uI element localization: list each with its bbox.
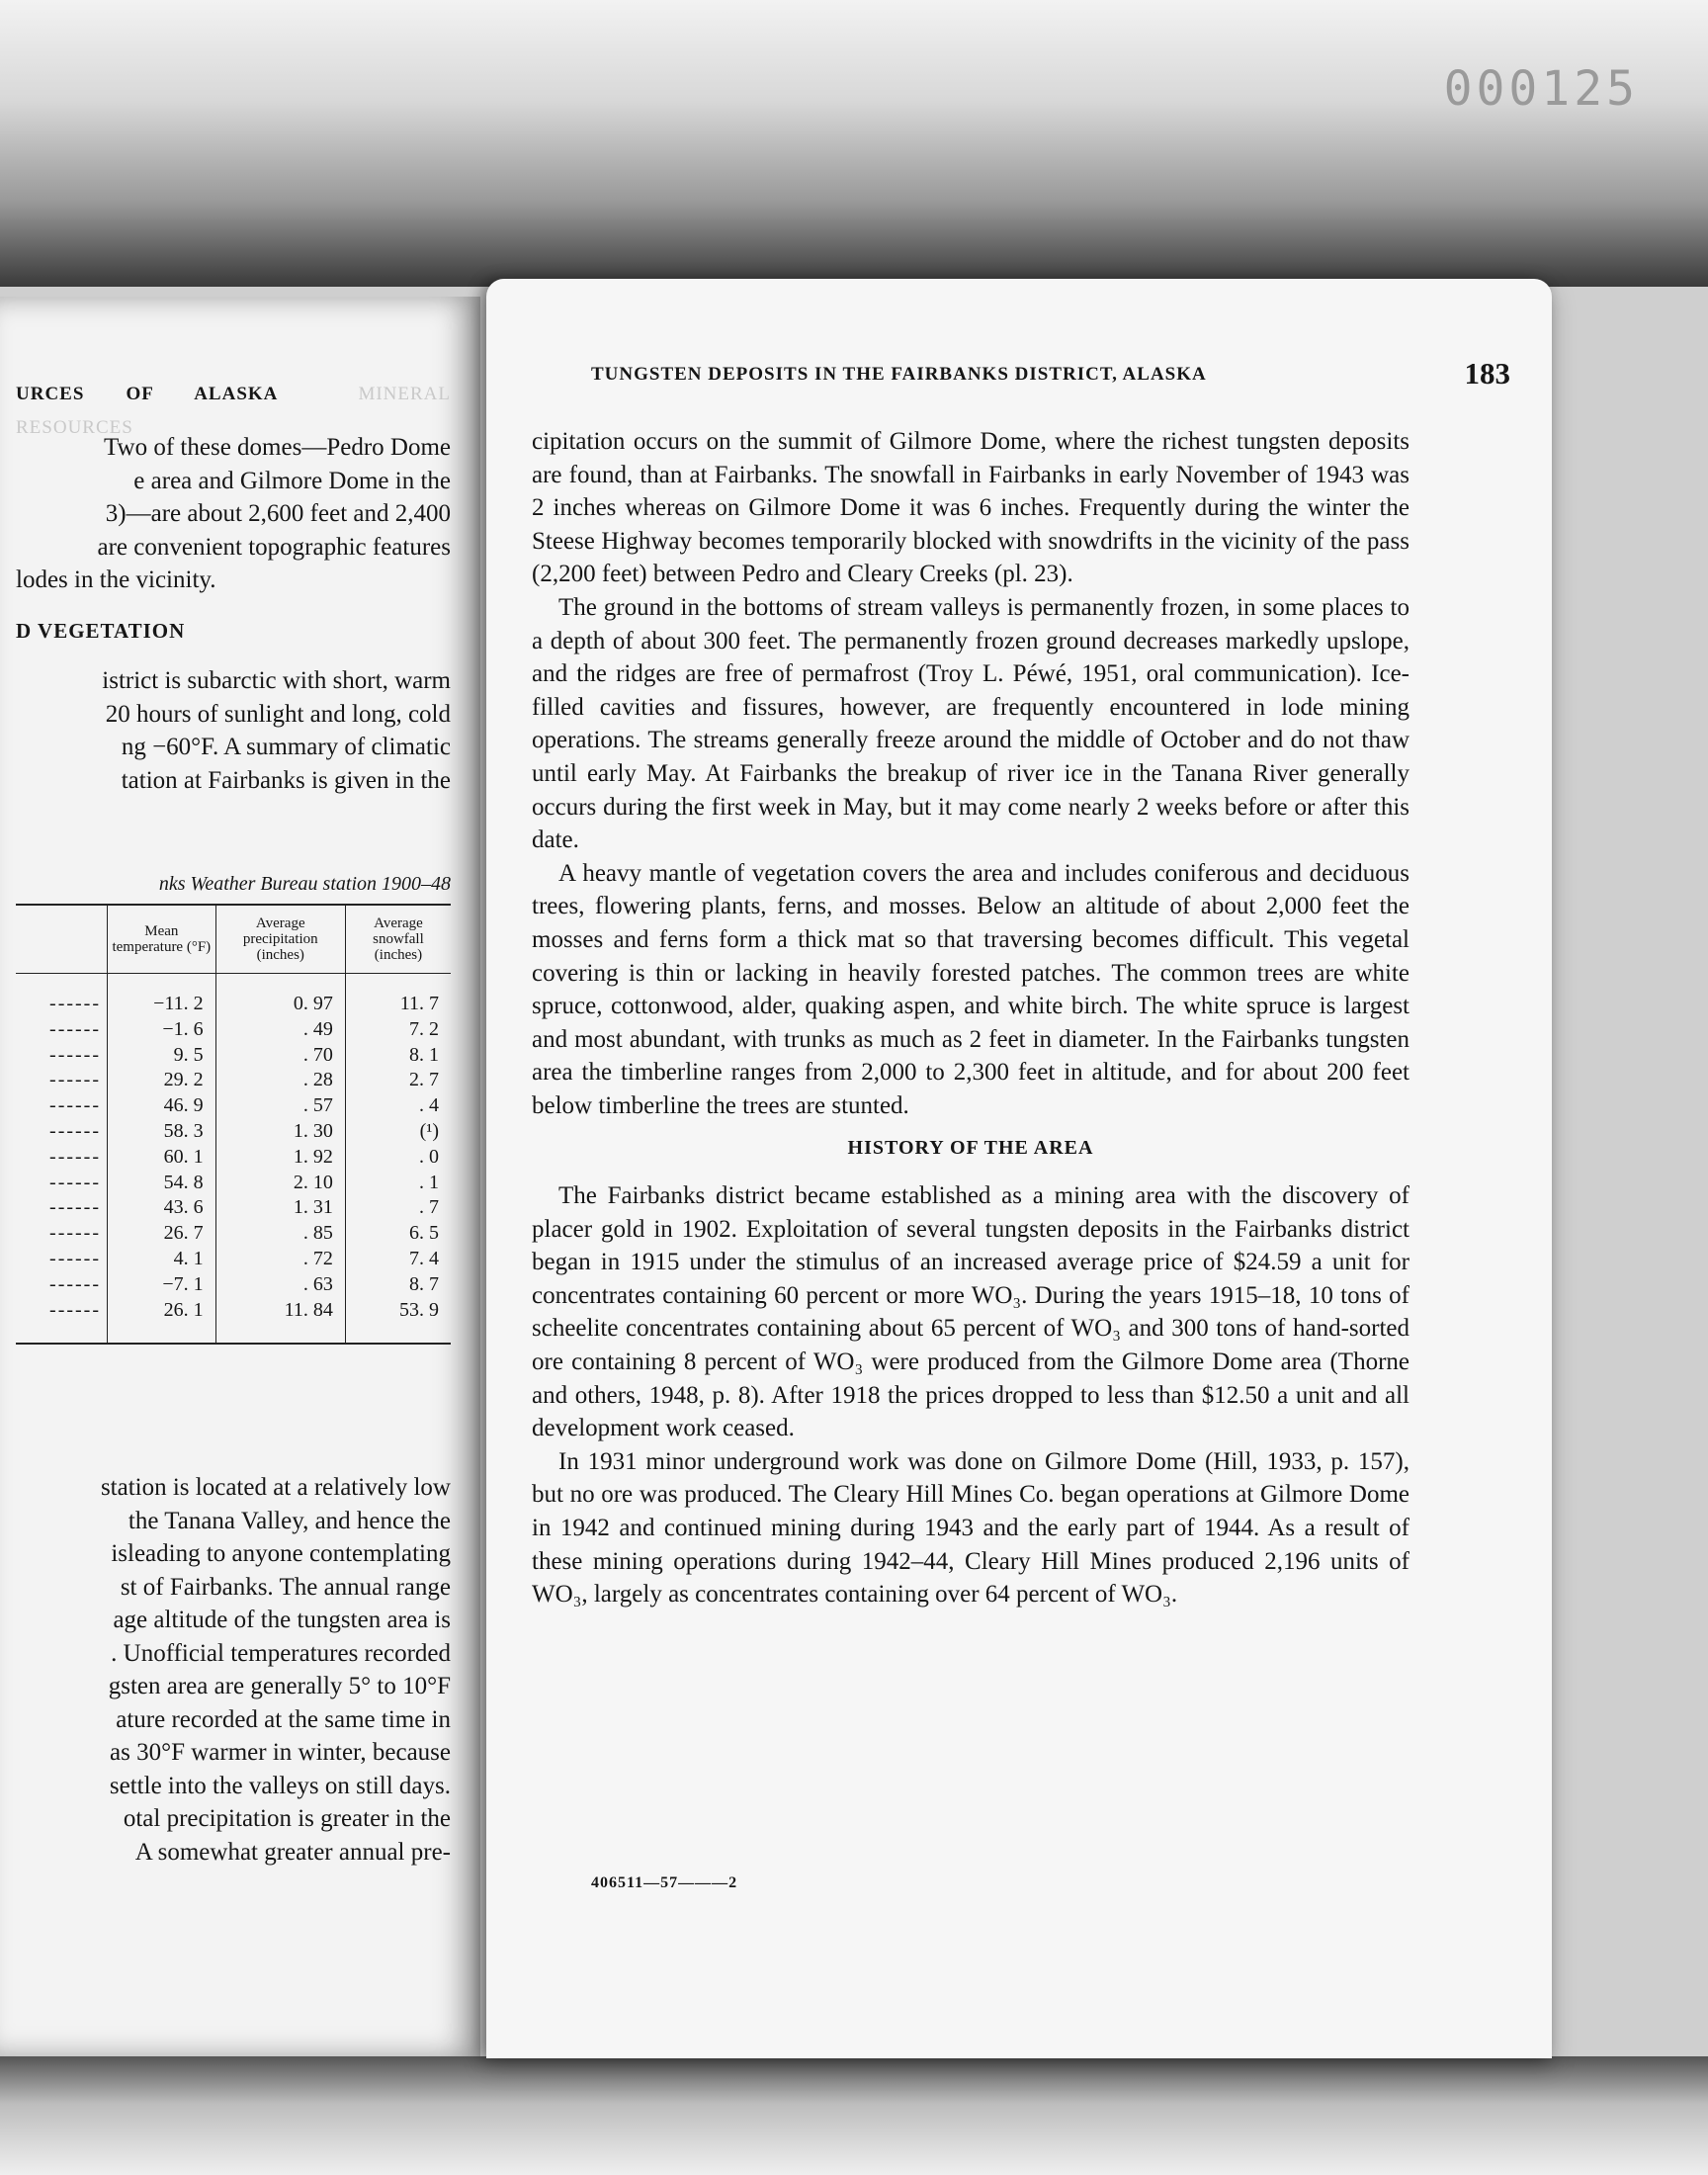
text-line: ature recorded at the same time in bbox=[116, 1705, 451, 1733]
running-head-title: TUNGSTEN DEPOSITS IN THE FAIRBANKS DISTRICT, ALASKA bbox=[591, 364, 1207, 385]
table-row bbox=[16, 1272, 451, 1298]
table-header-row bbox=[16, 906, 451, 974]
left-page bbox=[0, 297, 480, 2056]
table-cell-temperature: −11. 2 bbox=[108, 974, 216, 1017]
weather-table bbox=[16, 906, 451, 1343]
text-line: the Tanana Valley, and hence the bbox=[128, 1507, 451, 1534]
table-row bbox=[16, 1119, 451, 1145]
table-cell-temperature: 29. 2 bbox=[108, 1068, 216, 1093]
table-cell-month: ------ bbox=[49, 1017, 101, 1040]
table-cell-snowfall: (¹) bbox=[345, 1119, 451, 1145]
serial-number-stamp: 000125 bbox=[1443, 61, 1639, 117]
text-line: . Unofficial temperatures recorded bbox=[111, 1639, 451, 1667]
table-cell-snowfall: 8. 1 bbox=[345, 1043, 451, 1069]
right-running-head bbox=[591, 356, 1510, 391]
table-cell-precipitation: 11. 84 bbox=[215, 1298, 345, 1344]
table-row bbox=[16, 1093, 451, 1119]
table-row bbox=[16, 974, 451, 1017]
table-cell-precipitation: 0. 97 bbox=[215, 974, 345, 1017]
table-row bbox=[16, 1247, 451, 1272]
scan-background-top bbox=[0, 0, 1708, 287]
table-cell-snowfall: . 1 bbox=[345, 1171, 451, 1196]
text-line: isleading to anyone contemplating bbox=[111, 1540, 451, 1567]
table-row bbox=[16, 1068, 451, 1093]
section-heading-history: HISTORY OF THE AREA bbox=[847, 1137, 1094, 1160]
left-running-head-faint: MINERAL RESOURCES bbox=[16, 384, 452, 438]
table-body bbox=[16, 974, 451, 1344]
text-line: st of Fairbanks. The annual range bbox=[120, 1573, 451, 1601]
right-page-body bbox=[532, 425, 1409, 1611]
table-row bbox=[16, 1221, 451, 1247]
paragraph-climate-continued: cipitation occurs on the summit of Gilmore Dome, where the richest tungsten deposits are found, than at Fairbanks. The snowfall in Fairbanks in early November of 1943 was 2 inches whereas on Gilmore Dome it was 6 inches. Frequently during the winter the Steese Highway becomes temporarily blocked with snowdrifts in the vicinity of the pass (2,200 feet) between Pedro and Cleary Creeks (pl. 23). bbox=[532, 428, 1409, 588]
text-line: age altitude of the tungsten area is bbox=[113, 1607, 451, 1633]
table-cell-snowfall: 7. 4 bbox=[345, 1247, 451, 1272]
text-line: gsten area are generally 5° to 10°F bbox=[108, 1673, 451, 1699]
table-cell-month: ------ bbox=[49, 1043, 101, 1066]
text-line: 20 hours of sunlight and long, cold bbox=[105, 700, 451, 728]
table-cell-precipitation: . 85 bbox=[215, 1221, 345, 1247]
text-line: otal precipitation is greater in the bbox=[123, 1805, 451, 1832]
text-line: station is located at a relatively low bbox=[100, 1474, 451, 1501]
table-cell-precipitation: . 63 bbox=[215, 1272, 345, 1298]
table-cell-precipitation: 1. 31 bbox=[215, 1195, 345, 1221]
table-cell-month: ------ bbox=[49, 1119, 101, 1142]
table-cell-snowfall: 6. 5 bbox=[345, 1221, 451, 1247]
text-line: tation at Fairbanks is given in the bbox=[121, 766, 451, 794]
table-row bbox=[16, 1017, 451, 1043]
text-line: 3)—are about 2,600 feet and 2,400 bbox=[105, 500, 451, 527]
text-line: as 30°F warmer in winter, because bbox=[110, 1739, 451, 1766]
table-cell-temperature: 9. 5 bbox=[108, 1043, 216, 1069]
table-cell-month: ------ bbox=[49, 1196, 101, 1219]
table-cell-precipitation: 1. 92 bbox=[215, 1145, 345, 1171]
table-header-average-snowfall: Average snowfall (inches) bbox=[345, 906, 451, 974]
table-row bbox=[16, 1171, 451, 1196]
left-section-heading: D VEGETATION bbox=[16, 619, 186, 643]
left-paragraph-1 bbox=[16, 431, 451, 597]
table-header-mean-temperature: Mean temperature (°F) bbox=[108, 906, 216, 974]
scan-background-bottom bbox=[0, 2056, 1708, 2175]
table-cell-month: ------ bbox=[49, 1094, 101, 1117]
table-cell-temperature: 46. 9 bbox=[108, 1093, 216, 1119]
table-cell-month: ------ bbox=[49, 1298, 101, 1321]
table-caption: nks Weather Bureau station 1900–48 bbox=[158, 873, 451, 895]
table-cell-precipitation: . 49 bbox=[215, 1017, 345, 1043]
table-cell-month: ------ bbox=[49, 993, 101, 1014]
table-cell-snowfall: . 0 bbox=[345, 1145, 451, 1171]
table-cell-precipitation: . 70 bbox=[215, 1043, 345, 1069]
paragraph-history-1: The Fairbanks district became established as a mining area with the discovery of placer gold in 1902. Exploitation of several tungsten deposits in the Fairbanks district began in 1915 under the stimulus of an increased average price of $24.59 a unit for concentrates containing 60 percent or more WO₃. During the years 1915–18, 10 tons of scheelite concentrates containing about 65 percent of WO₃ and 300 tons of hand-sorted ore containing 8 percent of WO₃ were produced from the Gilmore Dome area (Thorne and others, 1948, p. 8). After 1918 the prices dropped to less than $12.50 a unit and all development work ceased. bbox=[532, 1182, 1409, 1442]
table-cell-temperature: 54. 8 bbox=[108, 1171, 216, 1196]
table-cell-month: ------ bbox=[49, 1247, 101, 1269]
table-cell-temperature: −7. 1 bbox=[108, 1272, 216, 1298]
table-cell-precipitation: . 57 bbox=[215, 1093, 345, 1119]
table-row bbox=[16, 1298, 451, 1344]
table-cell-precipitation: . 72 bbox=[215, 1247, 345, 1272]
left-running-head-text: URCES OF ALASKA bbox=[16, 384, 278, 404]
table-row bbox=[16, 1043, 451, 1069]
text-line: e area and Gilmore Dome in the bbox=[133, 467, 451, 494]
table-cell-precipitation: 2. 10 bbox=[215, 1171, 345, 1196]
table-header-blank bbox=[16, 906, 108, 974]
paragraph-vegetation: A heavy mantle of vegetation covers the area and includes coniferous and deciduous trees, flowering plants, ferns, and mosses. Below an altitude of about 2,000 feet the mosses and ferns form a thick mat so that traversing becomes difficult. This vegetal covering is thin or lacking in heavily forested patches. The common trees are white spruce, cottonwood, alder, quaking aspen, and white birch. The white spruce is largest and most abundant, with trunks as much as 2 feet in diameter. In the Fairbanks tungsten area the timberline ranges from 2,000 to 2,300 feet in altitude, and for about 200 feet below timberline the trees are stunted. bbox=[532, 859, 1409, 1119]
table-cell-precipitation: . 28 bbox=[215, 1068, 345, 1093]
text-line: ng −60°F. A summary of climatic bbox=[121, 734, 451, 760]
table-cell-temperature: 26. 7 bbox=[108, 1221, 216, 1247]
table-cell-snowfall: 8. 7 bbox=[345, 1272, 451, 1298]
table-cell-temperature: 43. 6 bbox=[108, 1195, 216, 1221]
table-cell-temperature: 4. 1 bbox=[108, 1247, 216, 1272]
table-cell-precipitation: 1. 30 bbox=[215, 1119, 345, 1145]
table-cell-temperature: −1. 6 bbox=[108, 1017, 216, 1043]
table-cell-month: ------ bbox=[49, 1069, 101, 1091]
table-row bbox=[16, 1145, 451, 1171]
text-line: settle into the valleys on still days. bbox=[109, 1772, 451, 1799]
text-line: Two of these domes—Pedro Dome bbox=[104, 434, 451, 461]
table-cell-month: ------ bbox=[49, 1145, 101, 1168]
left-paragraph-3 bbox=[16, 1471, 451, 1869]
table-cell-snowfall: 53. 9 bbox=[345, 1298, 451, 1344]
table-row bbox=[16, 1195, 451, 1221]
right-page bbox=[486, 279, 1552, 2058]
text-line: A somewhat greater annual pre- bbox=[134, 1838, 451, 1866]
table-cell-temperature: 58. 3 bbox=[108, 1119, 216, 1145]
table-cell-snowfall: 7. 2 bbox=[345, 1017, 451, 1043]
table-cell-month: ------ bbox=[49, 1222, 101, 1245]
table-cell-temperature: 26. 1 bbox=[108, 1298, 216, 1344]
table-cell-snowfall: 11. 7 bbox=[345, 974, 451, 1017]
page-number: 183 bbox=[1464, 356, 1510, 391]
text-line: istrict is subarctic with short, warm bbox=[102, 667, 451, 694]
table-cell-snowfall: . 4 bbox=[345, 1093, 451, 1119]
table-cell-month: ------ bbox=[49, 1171, 101, 1193]
table-cell-temperature: 60. 1 bbox=[108, 1145, 216, 1171]
printer-code: 406511—57———2 bbox=[591, 1874, 738, 1891]
paragraph-permafrost: The ground in the bottoms of stream valleys is permanently frozen, in some places to a depth of about 300 feet. The permanently frozen ground decreases markedly upslope, and the ridges are free of permafrost (Troy L. Péwé, 1951, oral communication). Ice-filled cavities and fissures, however, are frequently encountered in lode mining operations. The streams generally freeze around the middle of October and do not thaw until early May. At Fairbanks the breakup of river ice in the Tanana River generally occurs during the first week in May, but it may come nearly 2 weeks before or after this date. bbox=[532, 593, 1409, 854]
text-line: lodes in the vicinity. bbox=[16, 566, 216, 593]
weather-table-frame bbox=[16, 904, 451, 1345]
table-cell-snowfall: 2. 7 bbox=[345, 1068, 451, 1093]
table-header-average-precipitation: Average precipitation (inches) bbox=[215, 906, 345, 974]
text-line: are convenient topographic features bbox=[97, 533, 451, 561]
table-cell-snowfall: . 7 bbox=[345, 1195, 451, 1221]
paragraph-history-2: In 1931 minor underground work was done on Gilmore Dome (Hill, 1933, p. 157), but no ore was produced. The Cleary Hill Mines Co. began operations at Gilmore Dome in 1942 and continued mining during 1943 and the early part of 1944. As a result of these mining operations during 1942–44, Cleary Hill Mines produced 2,196 units of WO₃, largely as concentrates containing over 64 percent of WO₃. bbox=[532, 1447, 1409, 1609]
left-paragraph-2 bbox=[16, 664, 451, 797]
table-cell-month: ------ bbox=[49, 1272, 101, 1295]
